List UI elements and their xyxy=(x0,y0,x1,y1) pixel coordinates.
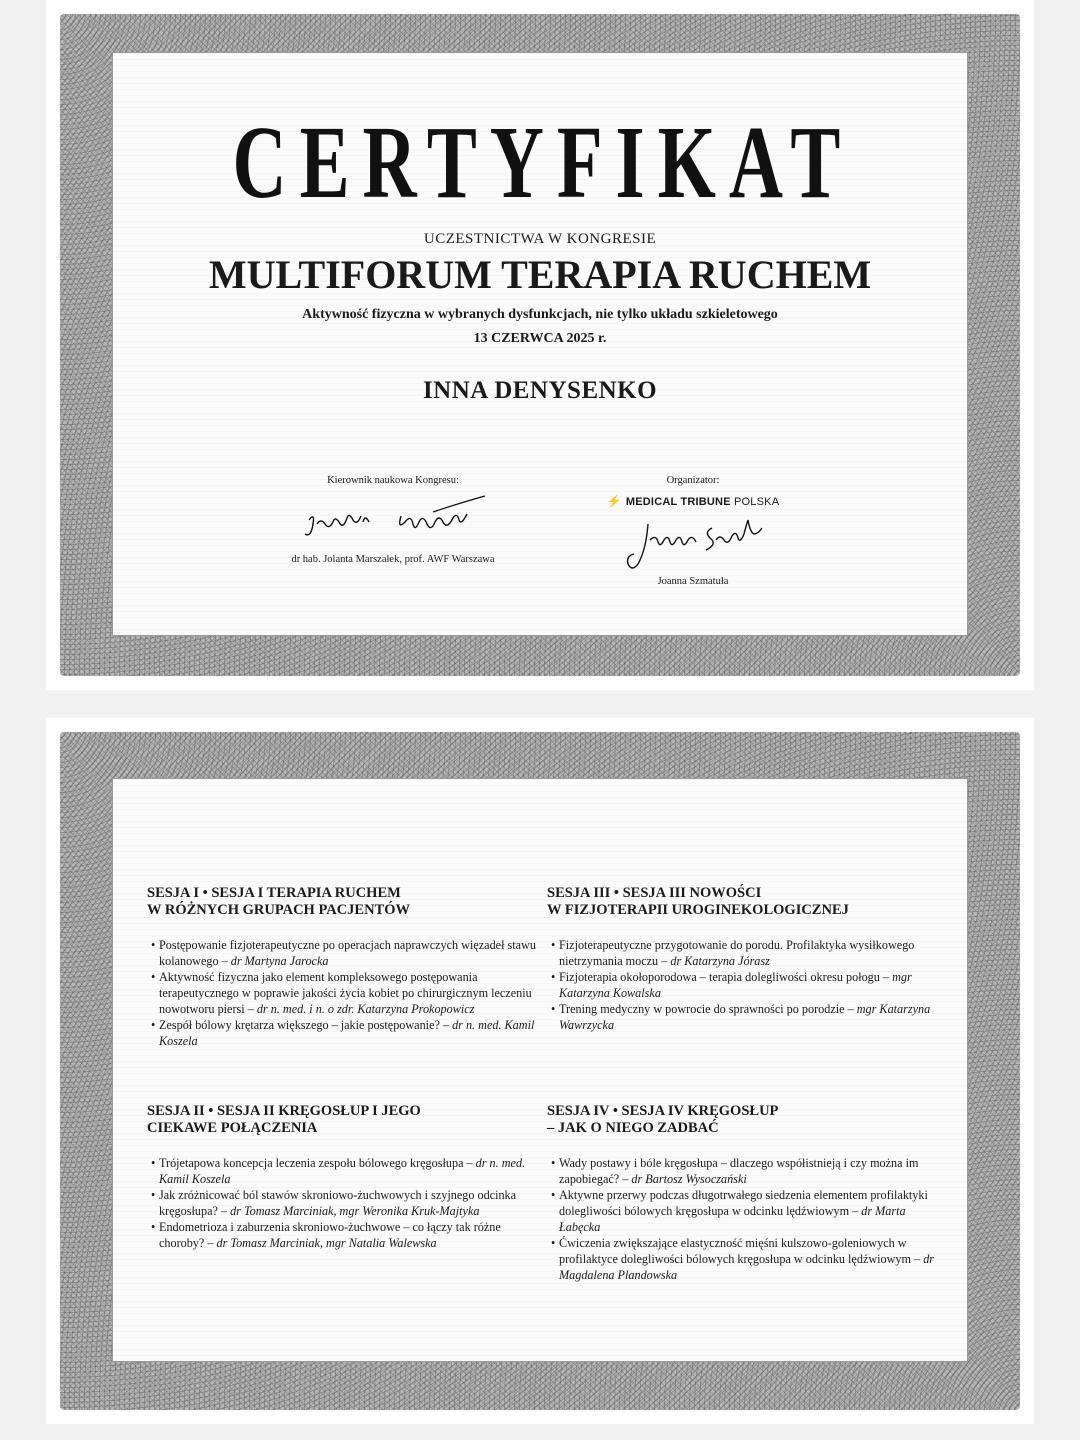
talk-speaker: – dr Magdalena Plandowska xyxy=(559,1252,935,1282)
talk-speaker: – dr Tomasz Marciniak, mgr Weronika Kruk-Majtyka xyxy=(220,1204,480,1218)
talk-speaker: – mgr Katarzyna Wawrzycka xyxy=(559,1002,931,1032)
talk-speaker: – dr Katarzyna Jórasz xyxy=(661,954,770,968)
list-item: • Postępowanie fizjoterapeutyczne po operacjach naprawczych więzadeł stawu kolanowego – dr Martyna Jarocka xyxy=(151,938,536,968)
session-heading-line: CIEKAWE POŁĄCZENIA xyxy=(147,1120,318,1136)
event-theme: Aktywność fizyczna w wybranych dysfunkcjach, nie tylko układu szkieletowego xyxy=(302,307,778,322)
medical-tribune-icon: ⚡ xyxy=(606,494,622,508)
talk-title: Zespół bólowy krętarza większego – jakie postępowanie? xyxy=(159,1018,440,1032)
session-4 xyxy=(547,1103,947,1283)
session-heading-line: SESJA IV • SESJA IV KRĘGOSŁUP xyxy=(547,1103,779,1119)
talk-speaker: – mgr Katarzyna Kowalska xyxy=(559,970,912,1000)
session-heading-line: W RÓŻNYCH GRUPACH PACJENTÓW xyxy=(147,902,411,918)
session-heading xyxy=(547,1103,947,1137)
list-item: • Aktywność fizyczna jako element kompleksowego postępowania terapeutycznego w poprawie jakości życia kobiet po chirurgicznym leczeniu nowotworu piersi – dr n. med. i n. o zdr. Katarzyna Prokopowicz xyxy=(151,970,532,1016)
talk-speaker: – dr Marta Łabęcka xyxy=(559,1204,906,1234)
organizer-block xyxy=(583,475,803,587)
organizer-name: Joanna Szmatuła xyxy=(657,576,729,587)
event-name: MULTIFORUM TERAPIA RUCHEM xyxy=(208,252,872,297)
scientific-director-name: dr hab. Jolanta Marszałek, prof. AWF Warszawa xyxy=(291,554,495,565)
list-item: • Fizjoterapeutyczne przygotowanie do porodu. Profilaktyka wysiłkowego nietrzymania moczu – dr Katarzyna Jórasz xyxy=(551,938,915,968)
session-heading xyxy=(147,1103,547,1137)
list-item: • Endometrioza i zaburzenia skroniowo-żuchwowe – co łączy tak różne choroby? – dr Tomasz Marciniak, mgr Natalia Walewska xyxy=(151,1220,501,1250)
talk-title: Fizjoterapia okołoporodowa – terapia dolegliwości okresu połogu xyxy=(559,970,880,984)
session-items xyxy=(147,1155,547,1251)
talk-title: Trójetapowa koncepcja leczenia zespołu bólowego kręgosłupa xyxy=(159,1156,464,1170)
talk-speaker: – dr Martyna Jarocka xyxy=(221,954,329,968)
participant-name: INNA DENYSENKO xyxy=(422,377,658,404)
program-page xyxy=(46,718,1034,1424)
session-heading-line: SESJA III • SESJA III NOWOŚCI xyxy=(547,885,762,901)
scientific-director-signature xyxy=(293,490,493,550)
list-item: • Zespół bólowy krętarza większego – jakie postępowanie? – dr n. med. Kamil Koszela xyxy=(151,1018,535,1048)
session-1 xyxy=(147,885,547,1049)
session-2 xyxy=(147,1103,547,1251)
session-heading-line: – JAK O NIEGO ZADBAĆ xyxy=(547,1120,719,1136)
talk-title: Trening medyczny w powrocie do sprawności po porodzie xyxy=(559,1002,845,1016)
talk-title: Postępowanie fizjoterapeutyczne po operacjach naprawczych więzadeł stawu kolanowego xyxy=(159,938,536,968)
talk-title: Jak zróżnicować ból stawów skroniowo-żuchwowych i szyjnego odcinka kręgosłupa? xyxy=(159,1188,517,1218)
list-item: • Aktywne przerwy podczas długotrwałego siedzenia elementem profilaktyki dolegliwości bólowych kręgosłupa w odcinku lędźwiowym – dr Marta Łabęcka xyxy=(551,1188,928,1234)
organizer-caption: Organizator: xyxy=(666,475,720,486)
session-items xyxy=(547,1155,947,1283)
session-heading-line: SESJA II • SESJA II KRĘGOSŁUP I JEGO xyxy=(147,1103,421,1119)
logo-text-bold: MEDICAL TRIBUNE xyxy=(625,496,731,508)
talk-title: Endometrioza i zaburzenia skroniowo-żuchwowe – co łączy tak różne choroby? xyxy=(159,1220,501,1250)
talk-speaker: – dr Tomasz Marciniak, mgr Natalia Walewska xyxy=(207,1236,437,1250)
session-3 xyxy=(547,885,947,1033)
certificate-subtitle: UCZESTNICTWA W KONGRESIE xyxy=(423,231,657,247)
medical-tribune-logo xyxy=(583,494,803,508)
talk-title: Ćwiczenia zwiększające elastyczność mięśni kulszowo-goleniowych w profilaktyce dolegliwości bólowych kręgosłupa w odcinku lędźwiowym xyxy=(559,1236,912,1266)
program-body xyxy=(112,778,968,1362)
session-heading xyxy=(147,885,547,919)
list-item: • Jak zróżnicować ból stawów skroniowo-żuchwowych i szyjnego odcinka kręgosłupa? – dr Tomasz Marciniak, mgr Weronika Kruk-Majtyka xyxy=(151,1188,517,1218)
certificate-page xyxy=(46,0,1034,690)
session-items xyxy=(147,937,547,1049)
talk-title: Fizjoterapeutyczne przygotowanie do porodu. Profilaktyka wysiłkowego nietrzymania moczu xyxy=(559,938,915,968)
list-item: • Trójetapowa koncepcja leczenia zespołu bólowego kręgosłupa – dr n. med. Kamil Koszela xyxy=(151,1156,526,1186)
talk-title: Aktywność fizyczna jako element kompleksowego postępowania terapeutycznego w poprawie jakości życia kobiet po chirurgicznym leczeniu nowotworu piersi xyxy=(159,970,532,1016)
talk-speaker: – dr Bartosz Wysoczański xyxy=(622,1172,747,1186)
list-item: • Fizjoterapia okołoporodowa – terapia dolegliwości okresu połogu – mgr Katarzyna Kowalska xyxy=(551,970,912,1000)
scientific-director-caption: Kierownik naukowa Kongresu: xyxy=(327,475,459,486)
list-item: • Ćwiczenia zwiększające elastyczność mięśni kulszowo-goleniowych w profilaktyce dolegliwości bólowych kręgosłupa w odcinku lędźwiowym – dr Magdalena Plandowska xyxy=(551,1236,935,1282)
session-items xyxy=(547,937,947,1033)
talk-speaker: – dr n. med. i n. o zdr. Katarzyna Prokopowicz xyxy=(247,1002,475,1016)
session-heading xyxy=(547,885,947,919)
talk-title: Aktywne przerwy podczas długotrwałego siedzenia elementem profilaktyki dolegliwości bólowych kręgosłupa w odcinku lędźwiowym xyxy=(559,1188,928,1218)
logo-text-light: POLSKA xyxy=(734,496,780,508)
certificate-body xyxy=(112,52,968,636)
list-item: • Wady postawy i bóle kręgosłupa – dlaczego współistnieją i czy można im zapobiegać? – dr Bartosz Wysoczański xyxy=(551,1156,919,1186)
session-heading-line: W FIZJOTERAPII UROGINEKOLOGICZNEJ xyxy=(547,902,849,918)
organizer-signature xyxy=(608,510,778,572)
talk-title: Wady postawy i bóle kręgosłupa – dlaczego współistnieją i czy można im zapobiegać? xyxy=(559,1156,919,1186)
session-heading-line: SESJA I • SESJA I TERAPIA RUCHEM xyxy=(147,885,401,901)
certificate-title: CERTYFIKAT xyxy=(232,105,854,220)
list-item: • Trening medyczny w powrocie do sprawności po porodzie – mgr Katarzyna Wawrzycka xyxy=(551,1002,931,1032)
talk-speaker: – dr n. med. Kamil Koszela xyxy=(159,1018,535,1048)
event-date: 13 CZERWCA 2025 r. xyxy=(473,331,607,346)
talk-speaker: – dr n. med. Kamil Koszela xyxy=(159,1156,526,1186)
scientific-director-block xyxy=(243,475,543,565)
